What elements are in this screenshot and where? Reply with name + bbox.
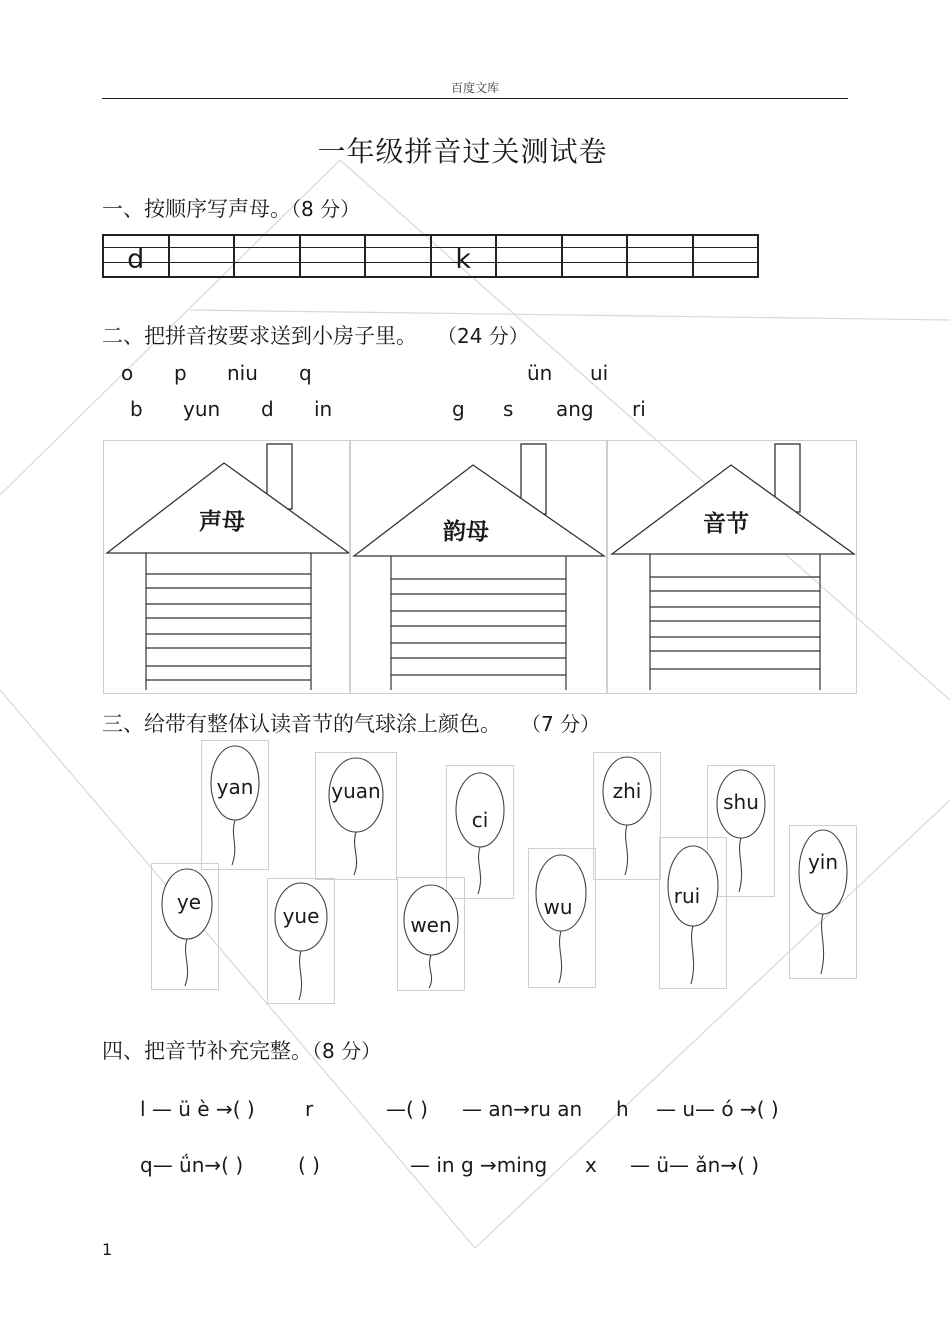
pinyin-item: p	[174, 361, 187, 385]
balloon-label: yin	[807, 850, 839, 874]
section1-score: （8 分）	[291, 197, 361, 221]
balloon[interactable]	[315, 752, 397, 880]
balloon-label: yuan	[331, 779, 381, 803]
house-drawing	[608, 441, 856, 693]
pinyin-item: o	[121, 361, 134, 385]
exercise-item: r	[305, 1097, 314, 1121]
exercise-item: —( )	[386, 1097, 428, 1121]
pinyin-item: ri	[632, 397, 646, 421]
balloon[interactable]	[151, 863, 219, 990]
house-drawing	[351, 441, 606, 693]
balloon-drawing	[316, 753, 396, 879]
grid-cell[interactable]	[366, 234, 432, 278]
balloon[interactable]	[201, 740, 269, 870]
house-label: 音节	[703, 510, 749, 537]
section4-title: 四、把音节补充完整。	[102, 1039, 312, 1063]
exercise-item: — an→ru an	[462, 1097, 583, 1121]
section1-heading	[102, 193, 360, 223]
balloon-label: wu	[543, 895, 573, 919]
header-rule	[102, 98, 848, 99]
section3-heading	[102, 708, 600, 738]
section2-score: （24 分）	[447, 324, 529, 348]
pinyin-item: q	[299, 361, 312, 385]
balloon-drawing	[790, 826, 856, 978]
pinyin-item: in	[314, 397, 333, 421]
exercise-item: x	[585, 1153, 597, 1177]
grid-cell[interactable]	[432, 234, 498, 278]
balloon[interactable]	[593, 752, 661, 880]
section2-title: 二、把拼音按要求送到小房子里。	[102, 324, 417, 348]
balloon[interactable]	[528, 848, 596, 988]
balloon-drawing	[152, 864, 218, 989]
pinyin-item: ui	[590, 361, 609, 385]
grid-letter: d	[127, 244, 145, 275]
pinyin-item: d	[261, 397, 274, 421]
pinyin-item: g	[452, 397, 465, 421]
section3-score: （7 分）	[531, 712, 601, 736]
grid-cell[interactable]	[104, 234, 170, 278]
exercise-item: h	[616, 1097, 629, 1121]
pinyin-item: yun	[183, 397, 221, 421]
pinyin-item: niu	[227, 361, 258, 385]
section1-title: 一、按顺序写声母。	[102, 197, 291, 221]
pinyin-item: b	[130, 397, 143, 421]
exercise-item: ( )	[298, 1153, 320, 1177]
grid-letter: k	[455, 244, 472, 275]
grid-cell[interactable]	[235, 234, 301, 278]
pinyin-writing-grid	[102, 234, 759, 278]
balloon[interactable]	[789, 825, 857, 979]
balloon-drawing	[268, 879, 334, 1003]
exercise-item: q— ǘn→( )	[140, 1153, 244, 1177]
grid-cell[interactable]	[563, 234, 629, 278]
grid-cell[interactable]	[497, 234, 563, 278]
pinyin-item: ün	[527, 361, 553, 385]
house-yinjie	[607, 440, 857, 694]
balloon-drawing	[202, 741, 268, 869]
balloon[interactable]	[659, 837, 727, 989]
exercise-item: — in g →ming	[410, 1153, 548, 1177]
balloon-label: zhi	[612, 779, 642, 803]
balloon[interactable]	[397, 877, 465, 991]
balloon-label: wen	[410, 913, 452, 937]
balloon-drawing	[594, 753, 660, 879]
balloon-label: ci	[471, 808, 489, 832]
exercise-item: — u— ó →( )	[656, 1097, 779, 1121]
balloon-label: shu	[723, 790, 759, 814]
exercise-item: l — ü è →( )	[140, 1097, 255, 1121]
balloon-drawing	[660, 838, 726, 988]
exercise-item: — ü— ǎn→( )	[630, 1153, 760, 1177]
house-shengmu	[103, 440, 350, 694]
house-yunmu	[350, 440, 607, 694]
section4-score: （8 分）	[312, 1039, 382, 1063]
balloon[interactable]	[267, 878, 335, 1004]
grid-cell[interactable]	[170, 234, 236, 278]
balloon-label: yan	[216, 775, 254, 799]
house-label: 声母	[199, 508, 245, 535]
house-label: 韵母	[443, 518, 489, 545]
section3-title: 三、给带有整体认读音节的气球涂上颜色。	[102, 712, 501, 736]
grid-cell[interactable]	[694, 234, 760, 278]
pinyin-item: s	[503, 397, 514, 421]
grid-cell[interactable]	[301, 234, 367, 278]
section2-heading	[102, 320, 529, 350]
balloon-label: rui	[673, 884, 701, 908]
page-header: 百度文库	[450, 81, 499, 95]
house-drawing	[104, 441, 349, 693]
page-title: 一年级拼音过关测试卷	[317, 135, 608, 168]
pinyin-item: ang	[556, 397, 594, 421]
grid-cell[interactable]	[628, 234, 694, 278]
page-number: 1	[102, 1240, 113, 1259]
balloon-label: ye	[176, 890, 202, 914]
balloon-label: yue	[282, 904, 320, 928]
section4-heading	[102, 1035, 381, 1065]
